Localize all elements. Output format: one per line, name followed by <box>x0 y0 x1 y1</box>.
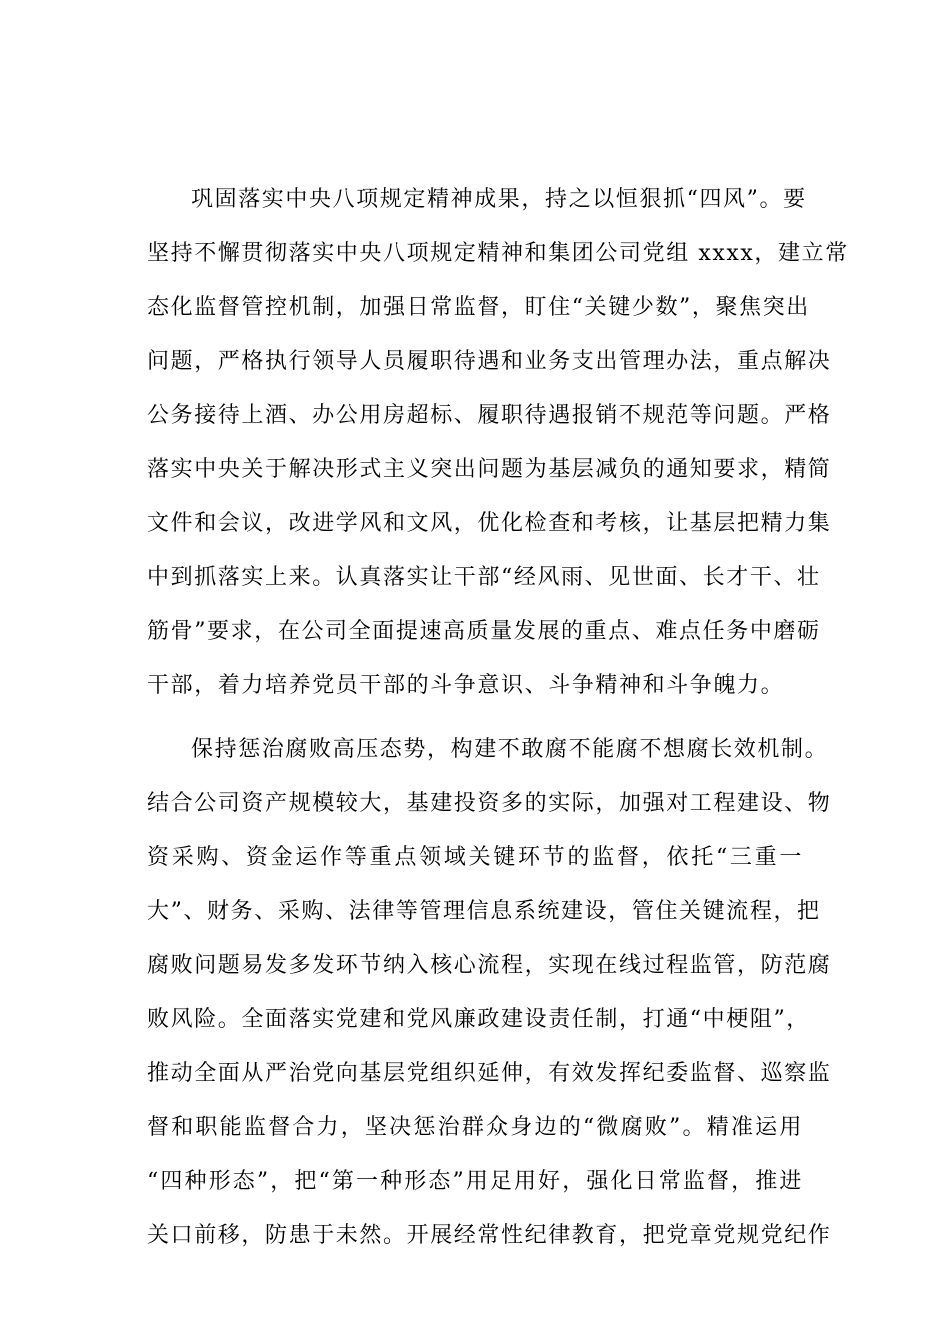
text-line: 腐败问题易发多发环节纳入核心流程，实现在线过程监管，防范腐 <box>147 953 832 978</box>
text-line: 结合公司资产规模较大，基建投资多的实际，加强对工程建设、物 <box>147 791 832 816</box>
paragraph-2 <box>147 727 832 1267</box>
text-line: 筋骨”要求，在公司全面提速高质量发展的重点、难点任务中磨砺 <box>147 619 821 644</box>
text-line: 大”、财务、采购、法律等管理信息系统建设，管住关键流程，把 <box>147 899 821 924</box>
text-line: “四种形态”，把“第一种形态”用足用好，强化日常监督，推进 <box>147 1169 803 1194</box>
text-line: 推动全面从严治党向基层党组织延伸，有效发挥纪委监督、巡察监 <box>147 1061 832 1086</box>
text-line: 中到抓落实上来。认真落实让干部“经风雨、见世面、长才干、壮 <box>147 565 821 590</box>
text-line: 公务接待上酒、办公用房超标、履职待遇报销不规范等问题。严格 <box>147 403 832 428</box>
text-line: 巩固落实中央八项规定精神成果，持之以恒狠抓“四风”。要 <box>191 187 807 212</box>
text-line: 关口前移，防患于未然。开展经常性纪律教育，把党章党规党纪作 <box>147 1223 832 1248</box>
text-line: 问题，严格执行领导人员履职待遇和业务支出管理办法，重点解决 <box>147 349 832 374</box>
paragraph-1 <box>147 177 849 717</box>
text-line: 坚持不懈贯彻落实中央八项规定精神和集团公司党组 xxxx，建立常 <box>147 241 849 266</box>
text-line: 败风险。全面落实党建和党风廉政建设责任制，打通“中梗阻”， <box>147 1007 810 1032</box>
text-line: 文件和会议，改进学风和文风，优化检查和考核，让基层把精力集 <box>147 511 832 536</box>
text-line: 保持惩治腐败高压态势，构建不敢腐不能腐不想腐长效机制。 <box>191 737 829 762</box>
text-line: 干部，着力培养党员干部的斗争意识、斗争精神和斗争魄力。 <box>147 673 785 698</box>
text-line: 落实中央关于解决形式主义突出问题为基层减负的通知要求，精简 <box>147 457 832 482</box>
text-line: 督和职能监督合力，坚决惩治群众身边的“微腐败”。精准运用 <box>147 1115 803 1140</box>
text-line: 态化监督管控机制，加强日常监督，盯住“关键少数”，聚焦突出 <box>147 295 810 320</box>
text-line: 资采购、资金运作等重点领域关键环节的监督，依托“三重一 <box>147 845 803 870</box>
